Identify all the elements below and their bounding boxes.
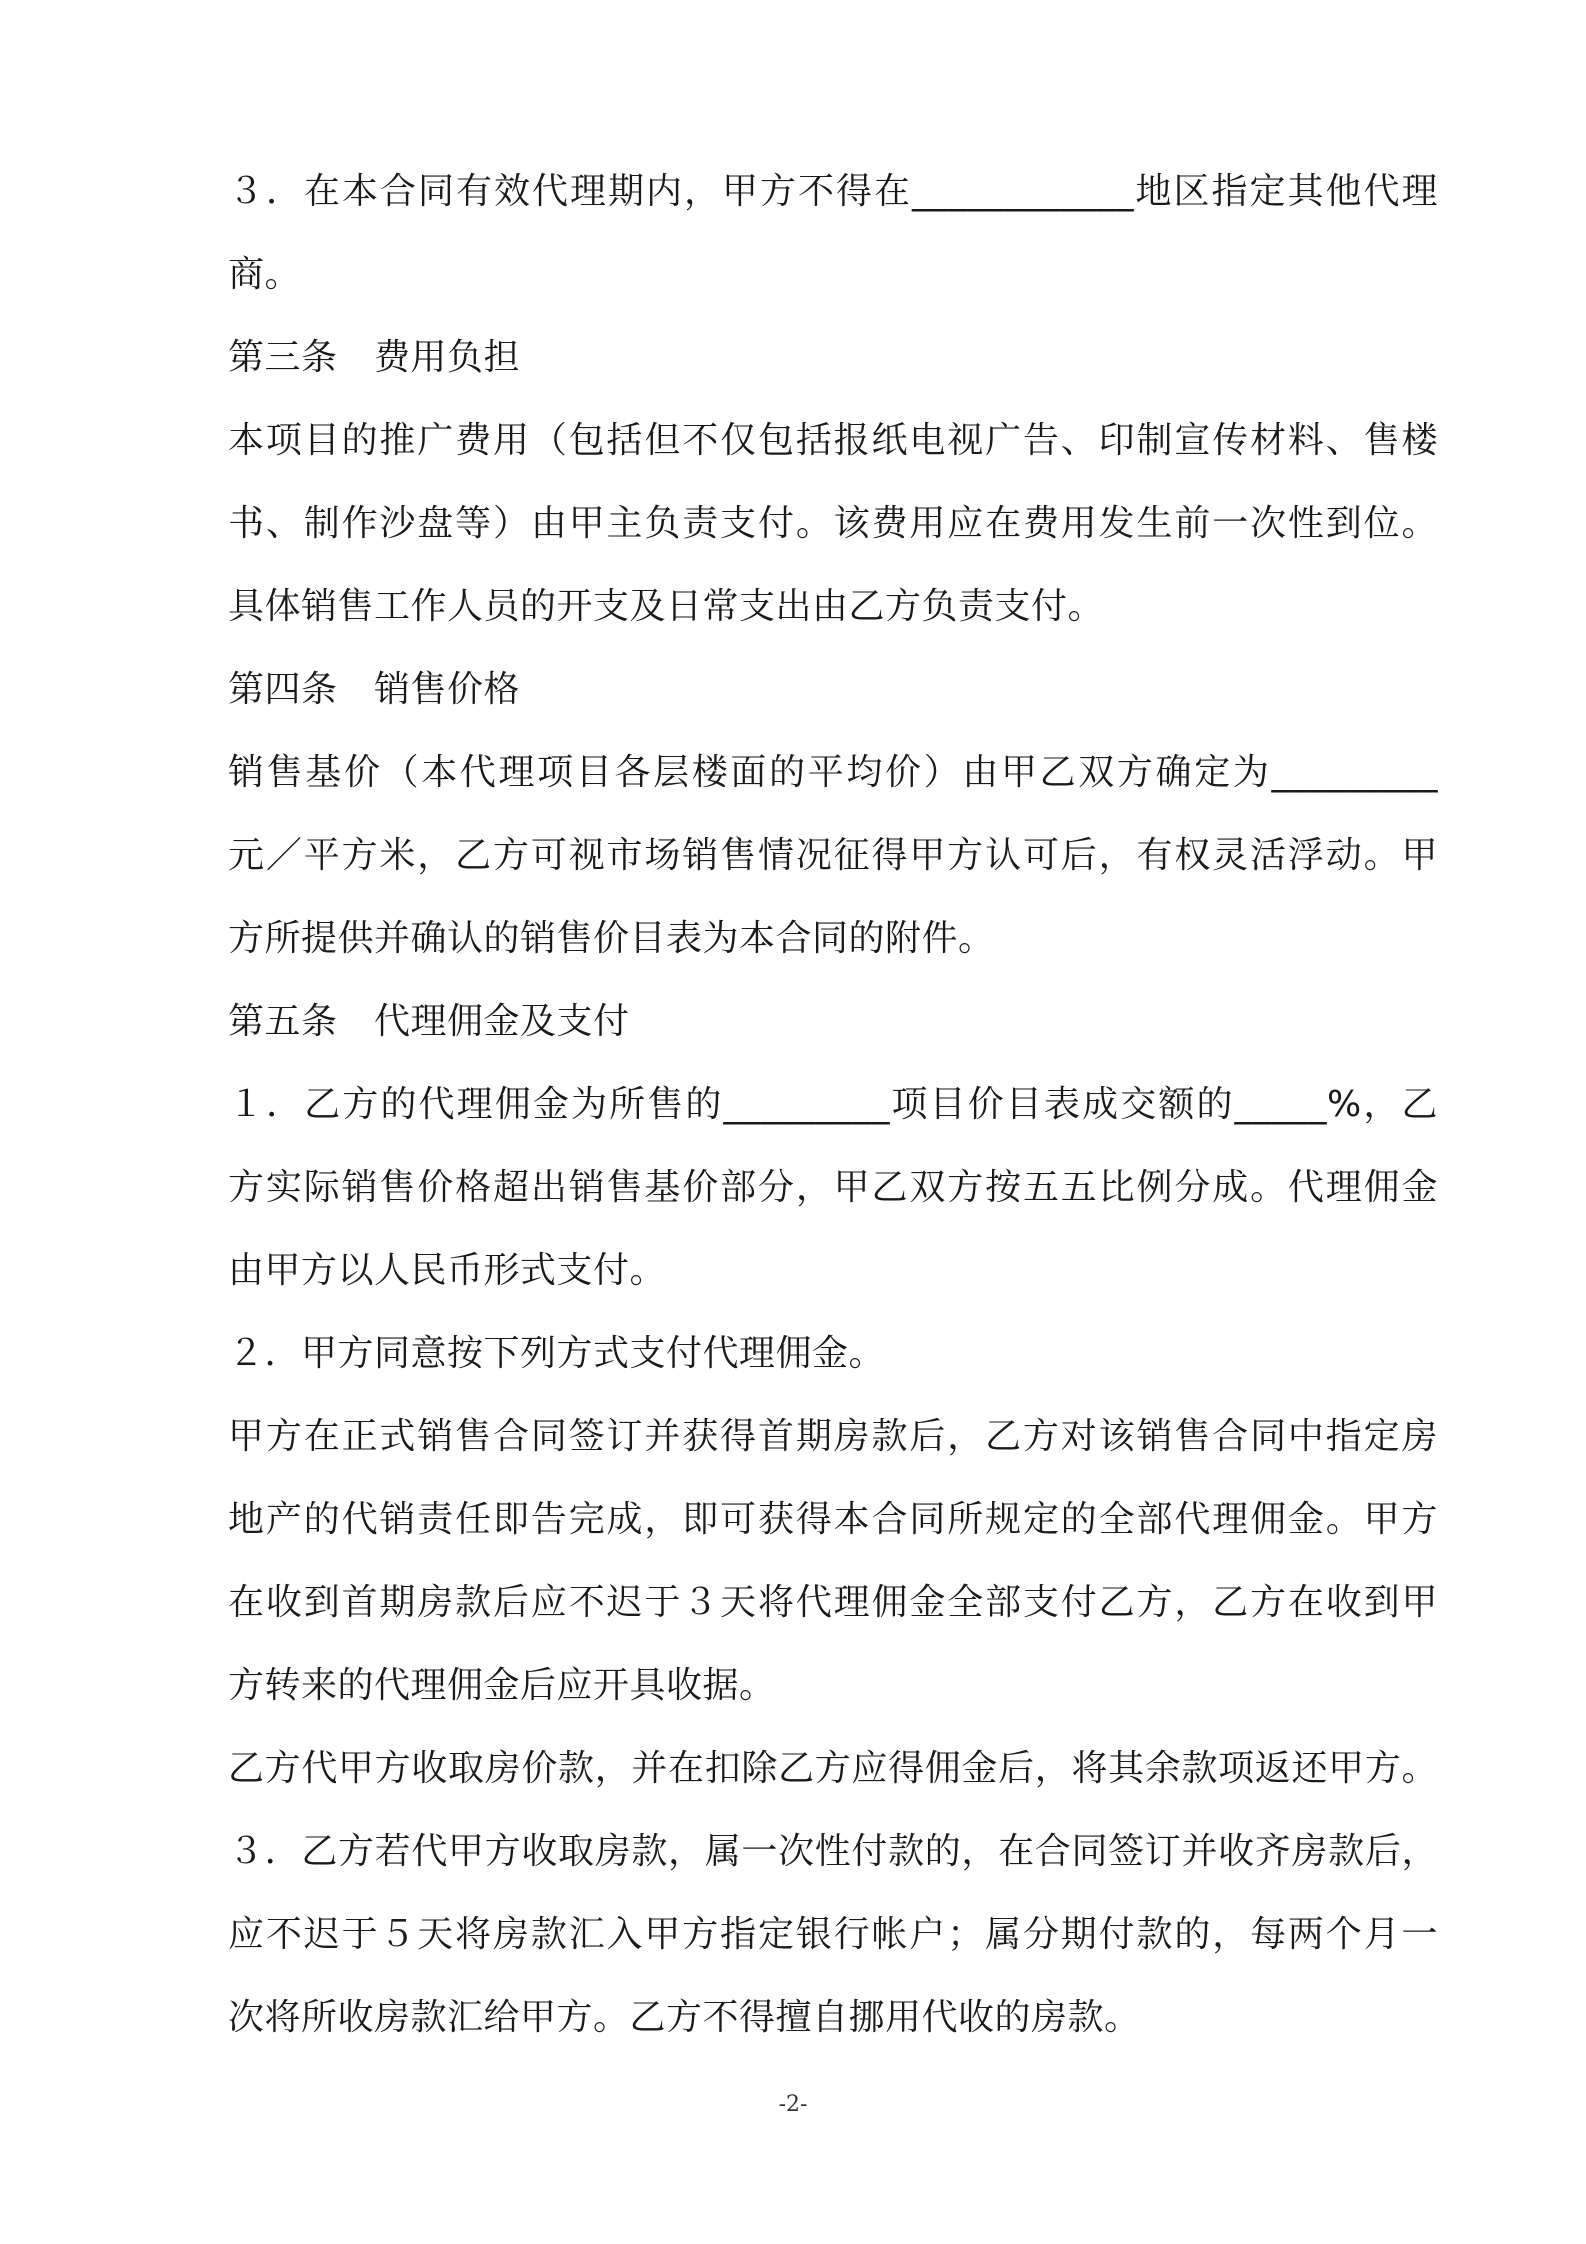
text-line: 地产的代销责任即告完成，即可获得本合同所规定的全部代理佣金。甲方 <box>228 1499 1438 1540</box>
section-heading: 第四条 销售价格 <box>228 669 521 710</box>
contract-body <box>228 150 1438 2059</box>
section-heading: 第三条 费用负担 <box>228 337 521 378</box>
text-line: 元／平方米，乙方可视市场销售情况征得甲方认可后，有权灵活浮动。甲 <box>228 835 1438 876</box>
text-line: 商。 <box>228 254 302 295</box>
text-line: 方转来的代理佣金后应开具收据。 <box>228 1665 776 1706</box>
text-line: 具体销售工作人员的开支及日常支出由乙方负责支付。 <box>228 586 1105 627</box>
text-line: ２．甲方同意按下列方式支付代理佣金。 <box>228 1333 886 1374</box>
text-line: ３．在本合同有效代理期内，甲方不得在____________地区指定其他代理 <box>228 171 1438 212</box>
page-number: -2- <box>778 2092 808 2117</box>
text-line: 本项目的推广费用（包括但不仅包括报纸电视广告、印制宣传材料、售楼 <box>228 420 1438 461</box>
text-line: 方实际销售价格超出销售基价部分，甲乙双方按五五比例分成。代理佣金 <box>228 1167 1438 1208</box>
section-heading: 第五条 代理佣金及支付 <box>228 1001 630 1042</box>
text-line: ３．乙方若代甲方收取房款，属一次性付款的，在合同签订并收齐房款后， <box>228 1831 1438 1872</box>
text-line: 次将所收房款汇给甲方。乙方不得擅自挪用代收的房款。 <box>228 1997 1141 2038</box>
text-line: 方所提供并确认的销售价目表为本合同的附件。 <box>228 918 995 959</box>
text-line: 销售基价（本代理项目各层楼面的平均价）由甲乙双方确定为_________ <box>228 752 1438 793</box>
text-line: １．乙方的代理佣金为所售的_________项目价目表成交额的_____%，乙 <box>228 1084 1438 1125</box>
text-line: 在收到首期房款后应不迟于３天将代理佣金全部支付乙方，乙方在收到甲 <box>228 1582 1438 1623</box>
text-line: 由甲方以人民币形式支付。 <box>228 1250 667 1291</box>
text-line: 甲方在正式销售合同签订并获得首期房款后，乙方对该销售合同中指定房 <box>228 1416 1438 1457</box>
text-line: 乙方代甲方收取房价款，并在扣除乙方应得佣金后，将其余款项返还甲方。 <box>228 1748 1438 1789</box>
text-line: 书、制作沙盘等）由甲主负责支付。该费用应在费用发生前一次性到位。 <box>228 503 1438 544</box>
text-line: 应不迟于５天将房款汇入甲方指定银行帐户；属分期付款的，每两个月一 <box>228 1914 1438 1955</box>
